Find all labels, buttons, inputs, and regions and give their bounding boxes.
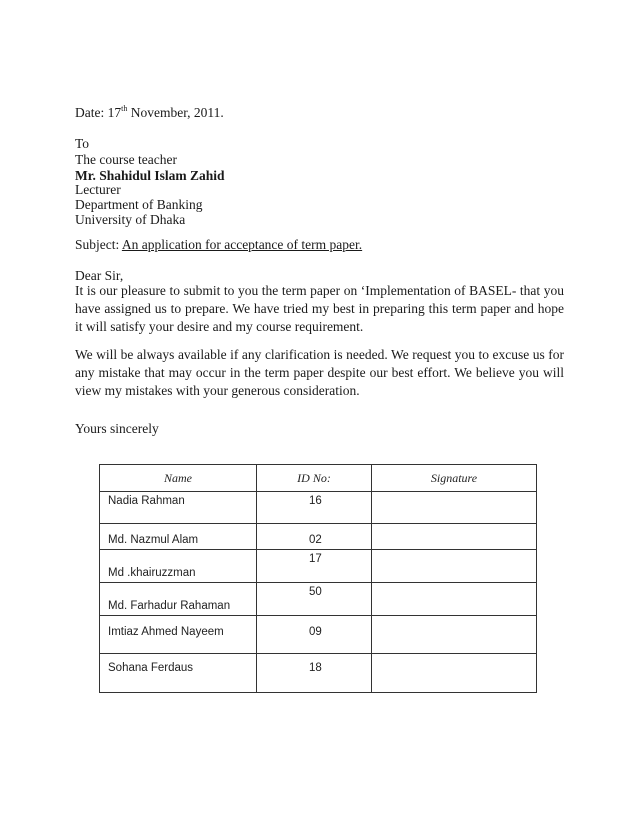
date-suffix: November, 2011. <box>127 105 224 120</box>
member-id: 50 <box>257 583 372 616</box>
recipient-department: Department of Banking <box>75 197 203 212</box>
member-id: 02 <box>257 524 372 550</box>
member-name-cell <box>100 550 257 583</box>
paragraph-2: We will be always available if any clarification is needed. We request you to excuse us for any mistake that may occur in the term paper despite our best effort. We believe you will view my mistakes with your generous consideration. <box>75 347 564 398</box>
signature-cell <box>372 550 537 583</box>
member-name-cell <box>100 583 257 616</box>
recipient-line: The course teacher <box>75 152 177 167</box>
signature-table <box>99 464 537 693</box>
member-id: 16 <box>257 492 372 524</box>
table-row <box>100 654 537 693</box>
subject-text: An application for acceptance of term paper. <box>121 237 363 252</box>
member-id: 18 <box>257 654 372 693</box>
table-row <box>100 492 537 524</box>
member-name: Md. Nazmul Alam <box>100 524 257 550</box>
table-row <box>100 524 537 550</box>
to-line: To <box>75 136 90 151</box>
signature-cell <box>372 524 537 550</box>
signature-cell <box>372 616 537 654</box>
salutation: Dear Sir, <box>75 268 124 283</box>
header-name: Name <box>100 465 257 492</box>
header-signature: Signature <box>372 465 537 492</box>
closing: Yours sincerely <box>75 421 159 436</box>
recipient-university: University of Dhaka <box>75 212 186 227</box>
date-superscript: th <box>121 104 128 113</box>
member-id: 09 <box>257 616 372 654</box>
recipient-title: Lecturer <box>75 182 121 197</box>
table-row <box>100 550 537 583</box>
paragraph-1: It is our pleasure to submit to you the term paper on ‘Implementation of BASEL- that you have assigned us to prepare. We have tried my best in preparing this term paper and hope it will satisfy your desire and my course requirement. <box>75 283 564 334</box>
subject-line <box>75 237 362 253</box>
member-name: Nadia Rahman <box>100 492 257 524</box>
member-name: Imtiaz Ahmed Nayeem <box>100 616 257 654</box>
member-name: Md .khairuzzman <box>108 567 196 579</box>
header-id: ID No: <box>257 465 372 492</box>
table-row <box>100 583 537 616</box>
signature-cell <box>372 583 537 616</box>
member-name: Sohana Ferdaus <box>100 654 257 693</box>
member-name: Md. Farhadur Rahaman <box>108 600 231 612</box>
table-header-row <box>100 465 537 492</box>
recipient-name: Mr. Shahidul Islam Zahid <box>75 168 225 183</box>
member-id: 17 <box>257 550 372 583</box>
signature-cell <box>372 492 537 524</box>
table-row <box>100 616 537 654</box>
signature-cell <box>372 654 537 693</box>
date-line <box>75 105 224 121</box>
date-prefix: Date: 17 <box>75 105 122 120</box>
subject-label: Subject: <box>75 237 122 252</box>
